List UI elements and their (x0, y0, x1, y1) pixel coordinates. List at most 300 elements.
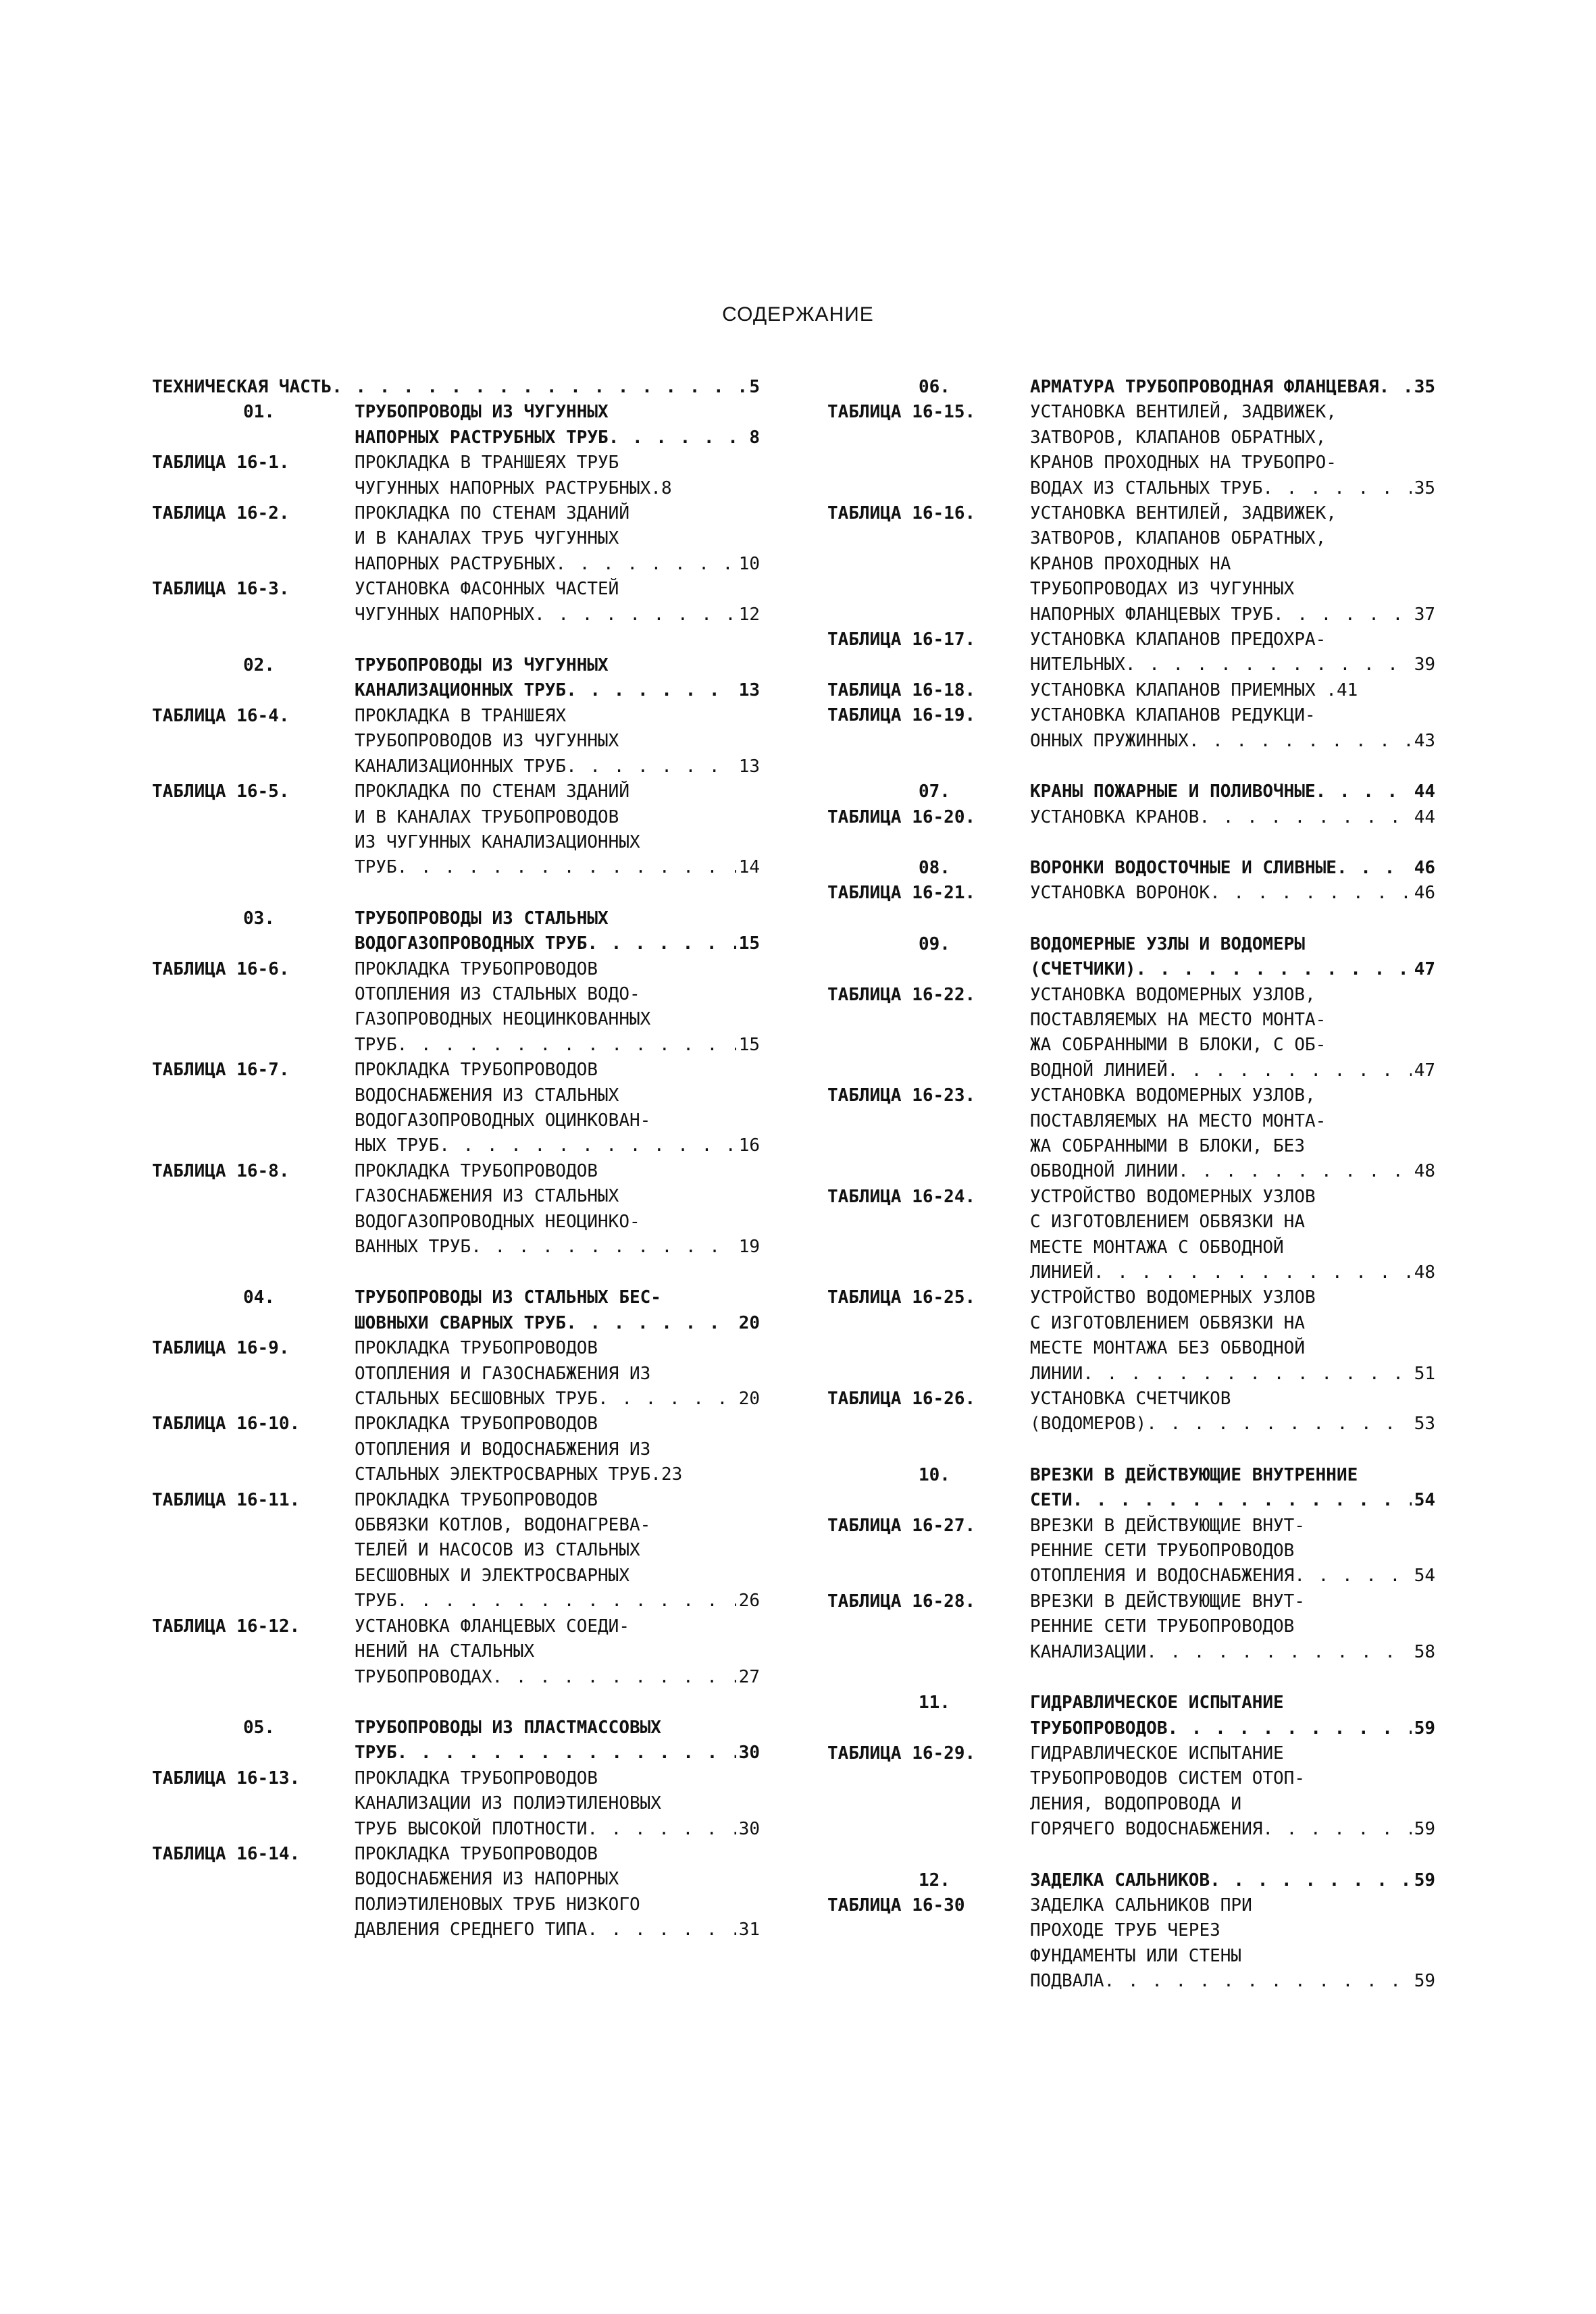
toc-entry (827, 1058, 1435, 1083)
toc-leader-dots (1294, 1564, 1411, 1589)
toc-table-label: ТАБЛИЦА 16-11. (152, 1489, 301, 1510)
toc-table-label: ТАБЛИЦА 16-30 (827, 1895, 965, 1916)
toc-table-label: ТАБЛИЦА 16-8. (152, 1160, 290, 1181)
toc-table-label: ТАБЛИЦА 16-10. (152, 1414, 301, 1435)
toc-entry-text: УСТАНОВКА ФАСОННЫХ ЧАСТЕЙ (355, 579, 619, 600)
toc-entry-text: КАНАЛИЗАЦИОННЫХ ТРУБ (355, 680, 567, 701)
toc-entry-text: УСТАНОВКА КЛАПАНОВ ПРИЕМНЫХ .41 (1030, 679, 1358, 700)
toc-entry-text: ПРОКЛАДКА ТРУБОПРОВОДОВ (355, 1414, 598, 1435)
toc-entry-text: ТРУБОПРОВОДЫ ИЗ ПЛАСТМАССОВЫХ (355, 1717, 661, 1738)
toc-entry-text: ПРОКЛАДКА ПО СТЕНАМ ЗДАНИЙ (355, 503, 629, 524)
toc-table-label (827, 1235, 1030, 1260)
toc-page-number: 51 (1414, 1363, 1435, 1384)
toc-section-number: 02. (243, 655, 275, 676)
toc-entry-text: ВРЕЗКИ В ДЕЙСТВУЮЩИЕ ВНУТ- (1030, 1591, 1305, 1612)
toc-leader-dots (1136, 957, 1412, 982)
toc-table-label (152, 1311, 355, 1336)
toc-entry-text: НАПОРНЫХ РАСТРУБНЫХ (355, 553, 556, 574)
toc-entry (827, 375, 1435, 400)
toc-table-label (827, 1412, 1030, 1437)
toc-table-label (152, 1362, 355, 1387)
toc-table-label (827, 451, 1030, 475)
toc-table-label (827, 1134, 1030, 1159)
toc-entry-text: БЕСШОВНЫХ И ЭЛЕКТРОСВАРНЫХ (355, 1565, 629, 1586)
toc-entry (152, 1184, 760, 1209)
toc-table-label (152, 1083, 355, 1108)
toc-entry (827, 577, 1435, 602)
toc-entry-text: ПОСТАВЛЯЕМЫХ НА МЕСТО МОНТА- (1030, 1009, 1327, 1030)
toc-entry (827, 1741, 1435, 1766)
toc-entry (827, 856, 1435, 881)
toc-entry (827, 703, 1435, 728)
toc-leader-dots (566, 754, 736, 779)
toc-page-number: 12 (738, 604, 760, 625)
toc-table-label (827, 1792, 1030, 1817)
toc-table-label: ТАБЛИЦА 16-21. (827, 883, 976, 904)
toc-entry-text: ВОДАХ ИЗ СТАЛЬНЫХ ТРУБ (1030, 478, 1263, 498)
toc-entry-text: ВОДОМЕРНЫЕ УЗЛЫ И ВОДОМЕРЫ (1030, 933, 1305, 954)
toc-entry (152, 1083, 760, 1108)
toc-entry (827, 678, 1435, 703)
toc-entry (152, 1665, 760, 1690)
toc-entry (827, 1185, 1435, 1210)
toc-page-number: 58 (1414, 1641, 1435, 1662)
toc-table-label (827, 1766, 1030, 1791)
toc-table-label: ТАБЛИЦА 16-4. (152, 705, 290, 726)
toc-entry (152, 1538, 760, 1563)
toc-entry (827, 1514, 1435, 1539)
toc-leader-dots (332, 375, 746, 400)
toc-entry (827, 957, 1435, 982)
toc-entry-text: УСТАНОВКА ВОДОМЕРНЫХ УЗЛОВ, (1030, 984, 1316, 1005)
toc-page-number: 43 (1414, 730, 1435, 751)
toc-entry (827, 1488, 1435, 1513)
toc-entry (827, 805, 1435, 830)
toc-entry (152, 830, 760, 855)
toc-entry-text: ЛЕНИЯ, ВОДОПРОВОДА И (1030, 1793, 1242, 1814)
toc-leader-dots (1104, 1969, 1412, 1994)
toc-table-label: ТАБЛИЦА 16-2. (152, 503, 290, 524)
toc-entry-text: РЕННИЕ СЕТИ ТРУБОПРОВОДОВ (1030, 1541, 1295, 1562)
toc-entry-text: СТАЛЬНЫХ БЕСШОВНЫХ ТРУБ (355, 1389, 598, 1410)
toc-entry-text: ВРЕЗКИ В ДЕЙСТВУЮЩИЕ ВНУТ- (1030, 1515, 1305, 1536)
toc-entry-text: ТРУБОПРОВОДЫ ИЗ СТАЛЬНЫХ (355, 908, 609, 929)
toc-table-label: ТАБЛИЦА 16-25. (827, 1287, 976, 1308)
toc-table-label (152, 729, 355, 754)
toc-table-label (827, 1716, 1030, 1741)
toc-entry (827, 451, 1435, 475)
toc-entry-text: ВОДОГАЗОПРОВОДНЫХ ТРУБ (355, 933, 588, 954)
toc-table-label: ТАБЛИЦА 16-22. (827, 984, 976, 1005)
toc-entry (152, 577, 760, 602)
toc-leader-dots (397, 1033, 736, 1058)
toc-entry (827, 1589, 1435, 1614)
toc-leader-dots (555, 552, 736, 577)
toc-leader-dots (566, 678, 736, 703)
toc-page-number: 20 (738, 1312, 760, 1333)
toc-entry (827, 1792, 1435, 1817)
toc-page-number: 53 (1414, 1414, 1435, 1435)
toc-table-label: ТАБЛИЦА 16-27. (827, 1515, 976, 1536)
toc-entry (827, 1083, 1435, 1108)
toc-leader-dots (1189, 729, 1412, 754)
toc-entry (827, 1614, 1435, 1639)
toc-page-number: 10 (738, 553, 760, 574)
toc-section-number: 06. (919, 377, 950, 397)
toc-entry-text: ЗАТВОРОВ, КЛАПАНОВ ОБРАТНЫХ, (1030, 427, 1327, 448)
toc-table-label (152, 1462, 355, 1487)
toc-table-label (827, 1058, 1030, 1083)
toc-leader-dots (587, 1918, 736, 1943)
toc-entry (152, 552, 760, 577)
toc-entry-text: ТРУБ (355, 1034, 397, 1055)
toc-table-label (152, 1564, 355, 1589)
toc-section-number: 08. (919, 857, 950, 878)
toc-entry (152, 375, 760, 400)
toc-entry (827, 1235, 1435, 1260)
toc-table-label (827, 1918, 1030, 1943)
toc-entry-text: ТРУБОПРОВОДОВ ИЗ ЧУГУННЫХ (355, 731, 619, 752)
toc-page-number: 59 (1414, 1819, 1435, 1840)
toc-entry (152, 1210, 760, 1235)
toc-leader-dots (587, 931, 736, 956)
toc-entry-text: ЖА СОБРАННЫМИ В БЛОКИ, БЕЗ (1030, 1135, 1305, 1156)
toc-entry-text: ВОДОСНАБЖЕНИЯ ИЗ НАПОРНЫХ (355, 1869, 619, 1890)
toc-entry-text: ТРУБ (355, 1591, 397, 1612)
toc-entry (827, 476, 1435, 501)
toc-entry-text: МЕСТЕ МОНТАЖА БЕЗ ОБВОДНОЙ (1030, 1338, 1305, 1359)
toc-page-number: 15 (738, 933, 760, 954)
toc-leader-dots (397, 1589, 736, 1614)
toc-entry-text: И В КАНАЛАХ ТРУБ ЧУГУННЫХ (355, 528, 619, 549)
toc-entry (827, 426, 1435, 451)
toc-entry-text: ТРУБОПРОВОДЫ ИЗ ЧУГУННЫХ (355, 402, 609, 423)
toc-table-label (152, 1918, 355, 1943)
toc-leader-dots (439, 1133, 736, 1158)
toc-entry-text: УСТАНОВКА ФЛАНЦЕВЫХ СОЕДИ- (355, 1616, 629, 1637)
toc-entry-text: ДАВЛЕНИЯ СРЕДНЕГО ТИПА (355, 1920, 588, 1940)
toc-table-label (827, 1210, 1030, 1235)
toc-page-number: 47 (1414, 1060, 1435, 1081)
toc-entry-text: ВОДОСНАБЖЕНИЯ ИЗ СТАЛЬНЫХ (355, 1085, 619, 1106)
toc-entry (152, 1058, 760, 1083)
toc-entry-text: ТРУБОПРОВОДЫ ИЗ ЧУГУННЫХ (355, 655, 609, 676)
toc-entry-text: УСТАНОВКА КРАНОВ (1030, 806, 1200, 827)
toc-table-label: ТАБЛИЦА 16-16. (827, 503, 976, 524)
toc-entry (827, 932, 1435, 957)
toc-entry-text: ТРУБ (355, 1743, 397, 1764)
toc-entry (152, 526, 760, 551)
toc-entry-text: ЗАДЕЛКА САЛЬНИКОВ ПРИ (1030, 1895, 1252, 1916)
toc-entry-text: УСТАНОВКА ВОРОНОК (1030, 883, 1210, 904)
toc-section-number: 09. (919, 933, 950, 954)
toc-table-label (152, 1235, 355, 1260)
toc-entry (152, 1614, 760, 1639)
toc-entry-text: ОТОПЛЕНИЯ ИЗ СТАЛЬНЫХ ВОДО- (355, 983, 640, 1004)
toc-entry-text: ФУНДАМЕНТЫ ИЛИ СТЕНЫ (1030, 1945, 1242, 1966)
toc-table-label: ТАБЛИЦА 16-9. (152, 1338, 290, 1359)
toc-table-label (152, 1867, 355, 1892)
toc-page-number: 14 (738, 857, 760, 878)
toc-entry (827, 552, 1435, 577)
toc-entry (152, 1741, 760, 1766)
toc-entry (827, 1285, 1435, 1310)
toc-entry-text: ИЗ ЧУГУННЫХ КАНАЛИЗАЦИОННЫХ (355, 831, 640, 852)
toc-entry-text: ТРУБ ВЫСОКОЙ ПЛОТНОСТИ (355, 1818, 588, 1839)
toc-entry (152, 426, 760, 451)
toc-table-label (152, 1437, 355, 1462)
toc-table-label: ТАБЛИЦА 16-19. (827, 705, 976, 726)
toc-entry-text: ТРУБОПРОВОДАХ (355, 1666, 492, 1687)
toc-table-label: ТАБЛИЦА 16-7. (152, 1060, 290, 1081)
toc-entry (152, 1488, 760, 1513)
toc-table-label (152, 1108, 355, 1133)
toc-table-label: ТАБЛИЦА 16-13. (152, 1768, 301, 1789)
toc-table-label (152, 1791, 355, 1816)
toc-table-label (152, 552, 355, 577)
toc-table-label (152, 1665, 355, 1690)
toc-section-number: 11. (919, 1693, 950, 1714)
toc-entry (152, 1639, 760, 1664)
toc-table-label (827, 1362, 1030, 1387)
toc-leader-dots (1273, 602, 1412, 627)
toc-entry-text: ПРОКЛАДКА ТРУБОПРОВОДОВ (355, 1338, 598, 1359)
toc-entry (827, 1969, 1435, 1994)
toc-leader-dots (1262, 1817, 1411, 1842)
toc-entry-text: РЕННИЕ СЕТИ ТРУБОПРОВОДОВ (1030, 1616, 1295, 1637)
toc-table-label (152, 805, 355, 830)
toc-table-label: ТАБЛИЦА 16-26. (827, 1389, 976, 1410)
toc-entry-text: ЗАДЕЛКА САЛЬНИКОВ (1030, 1870, 1210, 1891)
toc-entry (152, 1462, 760, 1487)
toc-entry (152, 1437, 760, 1462)
toc-table-label (827, 552, 1030, 577)
toc-entry-text: ГАЗОПРОВОДНЫХ НЕОЦИНКОВАННЫХ (355, 1009, 651, 1030)
toc-table-label: ТАБЛИЦА 16-3. (152, 579, 290, 600)
toc-leader-dots (587, 1817, 736, 1842)
toc-leader-dots (1073, 1488, 1412, 1513)
toc-entry-text: ВРЕЗКИ В ДЕЙСТВУЮЩИЕ ВНУТРЕННИЕ (1030, 1464, 1358, 1485)
toc-entry-text: ЗАТВОРОВ, КЛАПАНОВ ОБРАТНЫХ, (1030, 528, 1327, 549)
toc-entry-text: СТАЛЬНЫХ ЭЛЕКТРОСВАРНЫХ ТРУБ.23 (355, 1464, 683, 1485)
toc-entry (827, 1817, 1435, 1842)
toc-entry (827, 1387, 1435, 1412)
toc-table-label (827, 1008, 1030, 1033)
toc-entry-text: ПРОХОДЕ ТРУБ ЧЕРЕЗ (1030, 1920, 1220, 1941)
toc-page-number: 54 (1414, 1566, 1435, 1587)
toc-leader-dots (1337, 856, 1412, 881)
toc-entry-text: ВОРОНКИ ВОДОСТОЧНЫЕ И СЛИВНЫЕ (1030, 857, 1337, 878)
toc-page-number: 39 (1414, 654, 1435, 675)
toc-entry (152, 982, 760, 1007)
toc-entry (827, 1033, 1435, 1058)
toc-page-number: 35 (1414, 478, 1435, 498)
toc-entry (827, 729, 1435, 754)
toc-table-label (152, 982, 355, 1007)
toc-table-label (827, 1944, 1030, 1969)
toc-entry-text: ТЕЛЕЙ И НАСОСОВ ИЗ СТАЛЬНЫХ (355, 1540, 640, 1561)
toc-entry-text: ОТОПЛЕНИЯ И ГАЗОСНАБЖЕНИЯ ИЗ (355, 1363, 651, 1384)
toc-entry-text: КРАНОВ ПРОХОДНЫХ НА (1030, 553, 1231, 574)
toc-page-number: 59 (1414, 1971, 1435, 1992)
toc-entry (152, 754, 760, 779)
toc-entry (152, 1918, 760, 1943)
toc-entry (827, 1109, 1435, 1134)
toc-leader-dots (492, 1665, 736, 1690)
toc-entry (152, 1311, 760, 1336)
toc-entry (152, 476, 760, 501)
toc-table-label (827, 1488, 1030, 1513)
toc-table-label: ТАБЛИЦА 16-14. (152, 1843, 301, 1864)
toc-entry-text: ГОРЯЧЕГО ВОДОСНАБЖЕНИЯ (1030, 1819, 1263, 1840)
toc-page-number: 27 (738, 1666, 760, 1687)
toc-entry-text: НАПОРНЫХ РАСТРУБНЫХ ТРУБ (355, 427, 609, 448)
toc-page-number: 16 (738, 1135, 760, 1156)
toc-entry-text: ПРОКЛАДКА ТРУБОПРОВОДОВ (355, 1768, 598, 1789)
toc-entry-text: ПРОКЛАДКА ПО СТЕНАМ ЗДАНИЙ (355, 781, 629, 802)
toc-section-number: 03. (243, 908, 275, 929)
toc-leader-dots (1146, 1640, 1412, 1665)
toc-page-number: 44 (1414, 781, 1435, 802)
toc-entry-text: УСТАНОВКА ВЕНТИЛЕЙ, ЗАДВИЖЕК, (1030, 503, 1337, 524)
toc-table-label: ТАБЛИЦА 16-20. (827, 806, 976, 827)
toc-page-number: 20 (738, 1389, 760, 1410)
toc-left-column (152, 375, 760, 1943)
toc-leader-dots (1262, 476, 1411, 501)
toc-entry-text: ВОДОГАЗОПРОВОДНЫХ НЕОЦИНКО- (355, 1211, 640, 1232)
toc-entry-text: ГАЗОСНАБЖЕНИЯ ИЗ СТАЛЬНЫХ (355, 1186, 619, 1207)
toc-entry (827, 1134, 1435, 1159)
toc-entry-text: ТРУБ (355, 857, 397, 878)
toc-entry-text: ОБВЯЗКИ КОТЛОВ, ВОДОНАГРЕВА- (355, 1515, 651, 1536)
toc-entry (827, 1640, 1435, 1665)
toc-entry (827, 1311, 1435, 1336)
toc-leader-dots (1199, 805, 1411, 830)
toc-leader-dots (566, 1311, 736, 1336)
toc-entry-text: СЕТИ (1030, 1490, 1073, 1511)
toc-entry (827, 1564, 1435, 1589)
toc-entry (827, 652, 1435, 677)
toc-entry (827, 1336, 1435, 1361)
toc-entry-text: ОННЫХ ПРУЖИННЫХ (1030, 730, 1189, 751)
toc-entry-text: УСТРОЙСТВО ВОДОМЕРНЫХ УЗЛОВ (1030, 1186, 1316, 1207)
toc-table-label (827, 1539, 1030, 1564)
toc-entry (827, 1463, 1435, 1488)
toc-entry-text: УСТАНОВКА КЛАПАНОВ ПРЕДОХРА- (1030, 629, 1327, 650)
toc-entry (152, 653, 760, 678)
toc-table-label (152, 602, 355, 627)
toc-section-number: 12. (919, 1870, 950, 1891)
toc-entry (152, 1362, 760, 1387)
toc-page-number: 46 (1414, 857, 1435, 878)
toc-table-label (827, 1640, 1030, 1665)
toc-entry (827, 1412, 1435, 1437)
toc-entry-text: ГИДРАВЛИЧЕСКОЕ ИСПЫТАНИЕ (1030, 1693, 1284, 1714)
toc-entry (827, 1362, 1435, 1387)
toc-entry-text: ГИДРАВЛИЧЕСКОЕ ИСПЫТАНИЕ (1030, 1743, 1284, 1764)
toc-entry-text: УСТАНОВКА ВОДОМЕРНЫХ УЗЛОВ, (1030, 1085, 1316, 1106)
toc-table-label (827, 1564, 1030, 1589)
toc-entry-text: ЧУГУННЫХ НАПОРНЫХ РАСТРУБНЫХ.8 (355, 478, 672, 498)
toc-leader-dots (1125, 652, 1412, 677)
toc-table-label: ТАБЛИЦА 16-1. (152, 453, 290, 473)
toc-entry-text: ТРУБОПРОВОДОВ (1030, 1718, 1168, 1739)
toc-table-label: ТАБЛИЦА 16-24. (827, 1186, 976, 1207)
toc-entry (152, 1716, 760, 1741)
toc-entry (152, 602, 760, 627)
toc-page-number: 46 (1414, 883, 1435, 904)
toc-entry (827, 1008, 1435, 1033)
toc-entry-text: ПОДВАЛА (1030, 1971, 1104, 1992)
toc-entry (827, 881, 1435, 906)
toc-table-label (152, 1033, 355, 1058)
toc-entry-text: ЛИНИИ (1030, 1363, 1083, 1384)
toc-table-label (827, 426, 1030, 451)
toc-entry-text: ПРОКЛАДКА ТРУБОПРОВОДОВ (355, 958, 598, 979)
toc-entry (152, 805, 760, 830)
toc-leader-dots (1083, 1362, 1411, 1387)
toc-entry (152, 501, 760, 526)
toc-entry-text: КАНАЛИЗАЦИОННЫХ ТРУБ (355, 756, 567, 777)
toc-entry (152, 1007, 760, 1032)
toc-table-label (152, 1133, 355, 1158)
toc-leader-dots (1093, 1260, 1412, 1285)
toc-page-number: 54 (1414, 1490, 1435, 1511)
toc-entry (827, 1893, 1435, 1918)
toc-entry-text: НАПОРНЫХ ФЛАНЦЕВЫХ ТРУБ (1030, 604, 1274, 625)
toc-entry (827, 779, 1435, 804)
toc-entry-text: ТЕХНИЧЕСКАЯ ЧАСТЬ (152, 377, 332, 397)
toc-entry (152, 704, 760, 729)
toc-section-number: 07. (919, 781, 950, 802)
toc-entry (152, 855, 760, 880)
toc-leader-dots (1146, 1412, 1412, 1437)
toc-table-label (152, 855, 355, 880)
toc-table-label (827, 1969, 1030, 1994)
toc-table-label (152, 1893, 355, 1918)
toc-entry (152, 729, 760, 754)
toc-entry-text: (ВОДОМЕРОВ) (1030, 1414, 1147, 1435)
toc-entry (827, 627, 1435, 652)
toc-entry (152, 1235, 760, 1260)
toc-page-number: 37 (1414, 604, 1435, 625)
toc-entry (152, 1033, 760, 1058)
toc-entry (827, 1868, 1435, 1893)
toc-entry (152, 1285, 760, 1310)
toc-table-label (827, 729, 1030, 754)
page-title: СОДЕРЖАНИЕ (722, 303, 874, 326)
toc-entry-text: И В КАНАЛАХ ТРУБОПРОВОДОВ (355, 806, 619, 827)
toc-table-label: ТАБЛИЦА 16-29. (827, 1743, 976, 1764)
toc-entry-text: ПРОКЛАДКА ТРУБОПРОВОДОВ (355, 1843, 598, 1864)
toc-page-number: 13 (738, 756, 760, 777)
toc-table-label (152, 1817, 355, 1842)
toc-entry (827, 602, 1435, 627)
toc-entry (152, 957, 760, 982)
toc-entry-text: УСТАНОВКА КЛАПАНОВ РЕДУКЦИ- (1030, 705, 1316, 726)
toc-table-label (827, 1817, 1030, 1842)
toc-entry-text: ЛИНИЕЙ (1030, 1262, 1093, 1283)
toc-entry (152, 1791, 760, 1816)
toc-entry (152, 1842, 760, 1867)
toc-entry (152, 931, 760, 956)
toc-entry (152, 1867, 760, 1892)
toc-page-number: 5 (749, 377, 760, 397)
toc-section-number: 10. (919, 1464, 950, 1485)
toc-entry (152, 1108, 760, 1133)
toc-entry-text: ВАННЫХ ТРУБ (355, 1237, 471, 1257)
toc-entry-text: ТРУБОПРОВОДЫ ИЗ СТАЛЬНЫХ БЕС- (355, 1287, 661, 1308)
